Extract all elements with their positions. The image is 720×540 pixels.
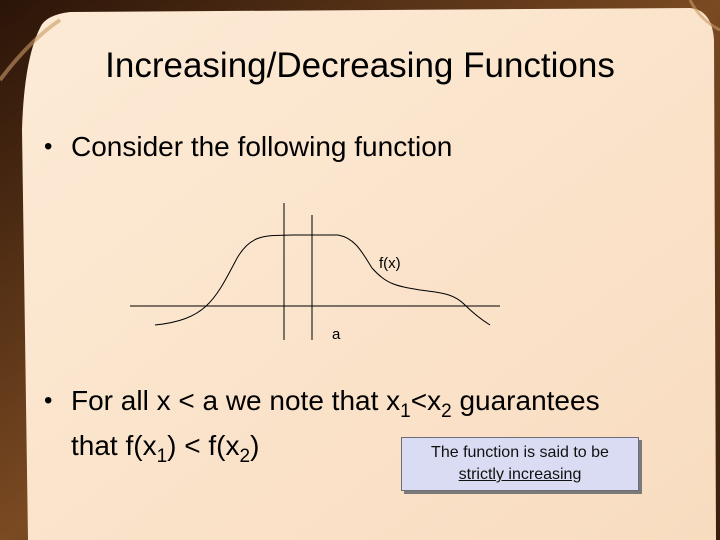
subscript: 1: [400, 401, 411, 422]
subscript: 1: [156, 446, 168, 467]
subscript: 2: [239, 446, 251, 467]
bullet-marker: •: [44, 387, 53, 414]
function-curve: [155, 235, 490, 325]
text-run: that f(x: [71, 430, 157, 461]
note-box: [401, 437, 639, 491]
slide-title: Increasing/Decreasing Functions: [105, 46, 615, 85]
text-run: ) < f(x: [167, 430, 240, 461]
text-run: <x: [410, 385, 442, 416]
point-a-label: a: [332, 326, 341, 343]
text-run: For all x < a we note that x: [71, 385, 401, 416]
subscript: 2: [441, 401, 452, 422]
bullet-text: Consider the following function: [71, 131, 453, 162]
note-line-2: strictly increasing: [458, 466, 582, 483]
text-run: guarantees: [451, 385, 600, 416]
curve-label: f(x): [379, 255, 401, 272]
bullet-line-1: [71, 384, 600, 429]
note-line-1: The function is said to be: [431, 444, 609, 461]
bullet-marker: •: [44, 133, 53, 160]
text-run: ): [250, 430, 260, 461]
